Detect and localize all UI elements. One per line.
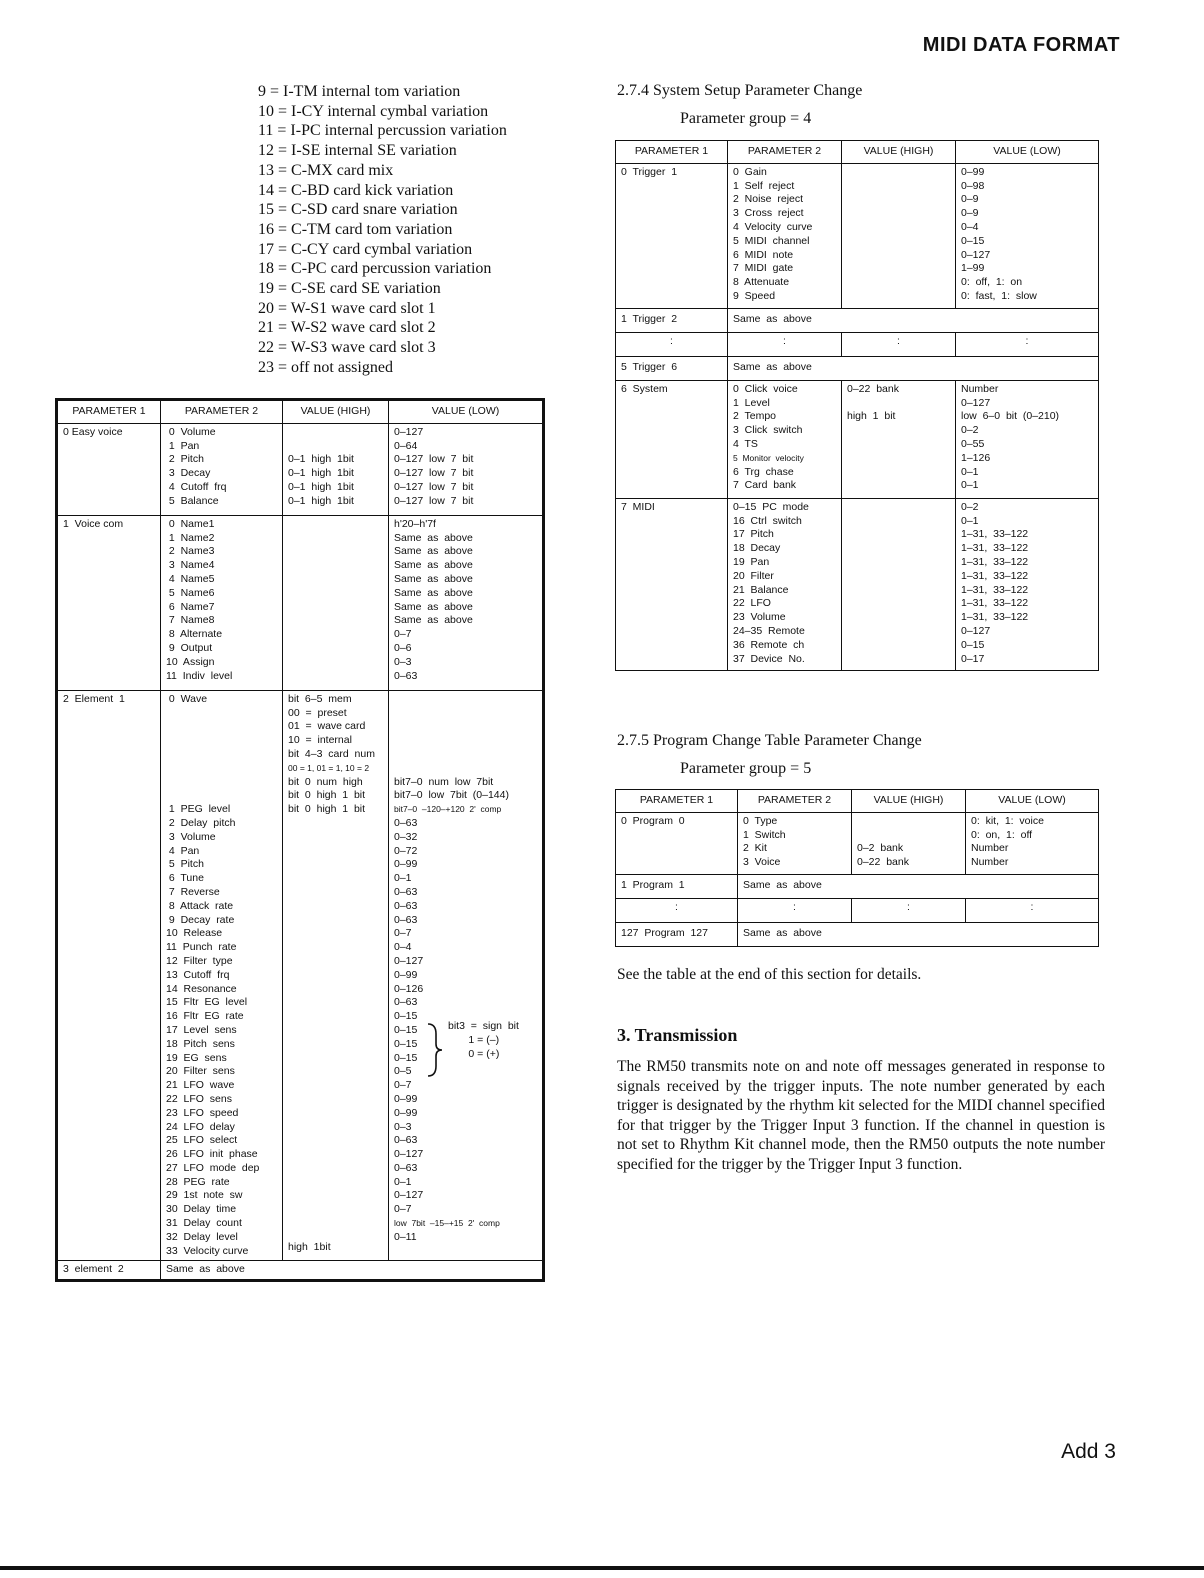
column-header: VALUE (LOW): [389, 401, 543, 424]
column-header: VALUE (HIGH): [842, 141, 956, 164]
list-item: 23 = off not assigned: [258, 358, 393, 376]
card-map: 00 = 1, 01 = 1, 10 = 2: [288, 762, 370, 773]
list-item: 15 = C-SD card snare variation: [258, 201, 458, 219]
value-high-cell: [283, 690, 389, 1261]
value-high-cell: [283, 515, 389, 690]
value-low-cell: 0: kit, 1: voice 0: on, 1: off Number Number: [966, 812, 1099, 874]
dots-cell: :: [616, 332, 728, 356]
low-bits: bit7–0 num low 7bit bit7–0 low 7bit (0–144): [394, 775, 509, 802]
transmission-paragraph: The RM50 transmits note on and note off messages generated in response to signals received by the trigger inputs. The note number generated by each trigger is designated by the rhythm kit selected for the MIDI channel specified for that trigger by the Trigger Input 3 function. If the channel in question is not set to Rhythm Kit channel mode, then the RM50 outputs the note number specified for the trigger by the Trigger Input 3 function.: [617, 1058, 1105, 1173]
parameter-group: Parameter group = 5: [680, 760, 812, 777]
velocity-high: high 1bit: [288, 1240, 331, 1253]
column-header: VALUE (HIGH): [852, 790, 966, 813]
param1-cell: 5 Trigger 6: [616, 356, 728, 380]
param2-cell: Same as above: [728, 356, 1099, 380]
table-row: [616, 332, 1099, 356]
param1-cell: 1 Trigger 2: [616, 308, 728, 332]
list-item: 20 = W-S1 wave card slot 1: [258, 299, 436, 317]
list-item: 17 = C-CY card cymbal variation: [258, 240, 473, 258]
list-item: 9 = I-TM internal tom variation: [258, 83, 461, 100]
section-title-program-change: 2.7.5 Program Change Table Parameter Change: [617, 732, 922, 749]
value-high-cell: 0–22 bank high 1 bit: [842, 380, 956, 498]
list-item: 10 = I-CY internal cymbal variation: [258, 102, 489, 120]
param2-cell: 0–15 PC mode 16 Ctrl switch 17 Pitch 18 Decay 19 Pan 20 Filter 21 Balance 22 LFO 23 Volume 24–35 Remote 36 Remote ch 37 Device No.: [728, 498, 842, 670]
wave-bits: bit 6–5 mem 00 = preset 01 = wave card 10 = internal bit 4–3 card num: [288, 692, 375, 760]
brace-icon: [424, 1022, 448, 1078]
param2-cell: Same as above: [161, 1261, 543, 1280]
value-low-cell: Number 0–127 low 6–0 bit (0–210) 0–2 0–55 1–126 0–1 0–1: [956, 380, 1099, 498]
value-high-cell: [842, 163, 956, 308]
dots-cell: :: [956, 332, 1099, 356]
low-values: 0–63 0–32 0–72 0–99 0–1 0–63 0–63 0–63 0–7 0–4 0–127 0–99 0–126 0–63 0–15 0–15 0–15 0–15 0–5 0–7 0–99 0–99 0–3 0–63 0–127 0–63 0–1 0–127 0–7: [394, 816, 424, 1216]
dots-cell: :: [842, 332, 956, 356]
section-heading-transmission: 3. Transmission: [617, 1025, 738, 1045]
value-low-cell: [389, 690, 543, 1261]
param1-cell: 6 System: [616, 380, 728, 498]
list-item: 14 = C-BD card kick variation: [258, 181, 454, 199]
table-row: [58, 423, 543, 515]
value-low-cell: 0–127 0–64 0–127 low 7 bit 0–127 low 7 bit 0–127 low 7 bit 0–127 low 7 bit: [389, 423, 543, 515]
column-header: PARAMETER 1: [616, 141, 728, 164]
param2-cell: Same as above: [738, 922, 1099, 946]
dots-cell: :: [852, 898, 966, 922]
high-bits: bit 0 num high bit 0 high 1 bit bit 0 high 1 bit: [288, 775, 366, 816]
param1-cell: 1 Voice com: [58, 515, 161, 690]
sign-bit-note: bit3 = sign bit 1 = (–) 0 = (+): [448, 1020, 519, 1060]
value-low-cell: h'20–h'7f Same as above Same as above Same as above Same as above Same as above Same as above Same as above 0–7 0–6 0–3 0–63: [389, 515, 543, 690]
value-high-cell: 0–1 high 1bit 0–1 high 1bit 0–1 high 1bit 0–1 high 1bit: [283, 423, 389, 515]
param1-cell: 3 element 2: [58, 1261, 161, 1280]
system-params-c: 6 Trg chase 7 Card bank: [733, 465, 797, 492]
table-note: See the table at the end of this section for details.: [617, 966, 922, 983]
value-high-cell: [842, 498, 956, 670]
value-low-cell: 0–99 0–98 0–9 0–9 0–4 0–15 0–127 1–99 0: off, 1: on 0: fast, 1: slow: [956, 163, 1099, 308]
dots-cell: :: [616, 898, 738, 922]
param2-cell: [728, 380, 842, 498]
param2-cell: Same as above: [728, 308, 1099, 332]
table-row: [58, 1261, 543, 1280]
dots-cell: :: [966, 898, 1099, 922]
low-last: 0–11: [394, 1230, 417, 1243]
column-header: VALUE (LOW): [966, 790, 1099, 813]
column-header: PARAMETER 1: [616, 790, 738, 813]
system-setup-table: [615, 140, 1099, 671]
table-row: [616, 922, 1099, 946]
dots-cell: :: [728, 332, 842, 356]
list-item: 12 = I-SE internal SE variation: [258, 142, 457, 160]
param2-cell: 0 Gain 1 Self reject 2 Noise reject 3 Cross reject 4 Velocity curve 5 MIDI channel 6 MIDI note 7 MIDI gate 8 Attenuate 9 Speed: [728, 163, 842, 308]
table-row: [616, 356, 1099, 380]
param2-cell: 0 Volume 1 Pan 2 Pitch 3 Decay 4 Cutoff frq 5 Balance: [161, 423, 283, 515]
section-title-system-setup: 2.7.4 System Setup Parameter Change: [617, 82, 863, 99]
list-item: 18 = C-PC card percussion variation: [258, 260, 492, 278]
bottom-rule: [0, 1566, 1204, 1570]
table-row: [616, 898, 1099, 922]
param2-cell: 0 Type 1 Switch 2 Kit 3 Voice: [738, 812, 852, 874]
system-params-b: 5 Monitor velocity: [733, 452, 804, 463]
column-header: PARAMETER 1: [58, 401, 161, 424]
table-row: [616, 498, 1099, 670]
table-row: [616, 163, 1099, 308]
page-number: Add 3: [1061, 1440, 1116, 1463]
list-item: 13 = C-MX card mix: [258, 161, 394, 179]
dots-cell: :: [738, 898, 852, 922]
program-change-table: [615, 789, 1099, 947]
param2-cell: 0 Wave 1 PEG level 2 Delay pitch 3 Volume 4 Pan 5 Pitch 6 Tune 7 Reverse 8 Attack rate 9 Decay rate 10 Release 11 Punch rate 12 Filter type 13 Cutoff frq 14 Resonance 15 Fltr EG level 16 Fltr EG rate 17 Level sens 18 Pitch sens 19 EG sens 20 Filter sens 21 LFO wave 22 LFO sens 23 LFO speed 24 LFO delay 25 LFO select 26 LFO init phase 27 LFO mode dep 28 PEG rate 29 1st note sw 30 Delay time 31 Delay count 32 Delay level 33 Velocity curve: [161, 690, 283, 1261]
list-item: 19 = C-SE card SE variation: [258, 280, 441, 298]
value-low-cell: 0–2 0–1 1–31, 33–122 1–31, 33–122 1–31, 33–122 1–31, 33–122 1–31, 33–122 1–31, 33–122 1–31, 33–122 0–127 0–15 0–17: [956, 498, 1099, 670]
low-comp: bit7–0 –120–+120 2' comp: [394, 804, 502, 815]
low-comp-2: low 7bit –15–+15 2' comp: [394, 1218, 500, 1229]
column-header: PARAMETER 2: [728, 141, 842, 164]
table-row: [616, 874, 1099, 898]
column-header: VALUE (LOW): [956, 141, 1099, 164]
param2-cell: Same as above: [738, 874, 1099, 898]
param1-cell: 0 Trigger 1: [616, 163, 728, 308]
list-item: 22 = W-S3 wave card slot 3: [258, 339, 436, 357]
param1-cell: 0 Easy voice: [58, 423, 161, 515]
column-header: PARAMETER 2: [738, 790, 852, 813]
table-row: [616, 380, 1099, 498]
voice-list: [258, 82, 558, 378]
list-item: 21 = W-S2 wave card slot 2: [258, 319, 436, 337]
param1-cell: 127 Program 127: [616, 922, 738, 946]
page-header: MIDI DATA FORMAT: [922, 34, 1120, 56]
column-header: VALUE (HIGH): [283, 401, 389, 424]
table-row: [616, 308, 1099, 332]
system-params-a: 0 Click voice 1 Level 2 Tempo 3 Click switch 4 TS: [733, 382, 803, 450]
param1-cell: 2 Element 1: [58, 690, 161, 1261]
table-row: [616, 812, 1099, 874]
column-header: PARAMETER 2: [161, 401, 283, 424]
param1-cell: 1 Program 1: [616, 874, 738, 898]
param1-cell: 0 Program 0: [616, 812, 738, 874]
param1-cell: 7 MIDI: [616, 498, 728, 670]
table-row: [58, 690, 543, 1261]
table-row: [58, 515, 543, 690]
value-high-cell: 0–2 bank 0–22 bank: [852, 812, 966, 874]
list-item: 16 = C-TM card tom variation: [258, 220, 453, 238]
voice-parameter-table: [55, 398, 545, 1282]
parameter-group: Parameter group = 4: [680, 110, 812, 127]
list-item: 11 = I-PC internal percussion variation: [258, 122, 507, 140]
param2-cell: 0 Name1 1 Name2 2 Name3 3 Name4 4 Name5 5 Name6 6 Name7 7 Name8 8 Alternate 9 Output 10 Assign 11 Indiv level: [161, 515, 283, 690]
